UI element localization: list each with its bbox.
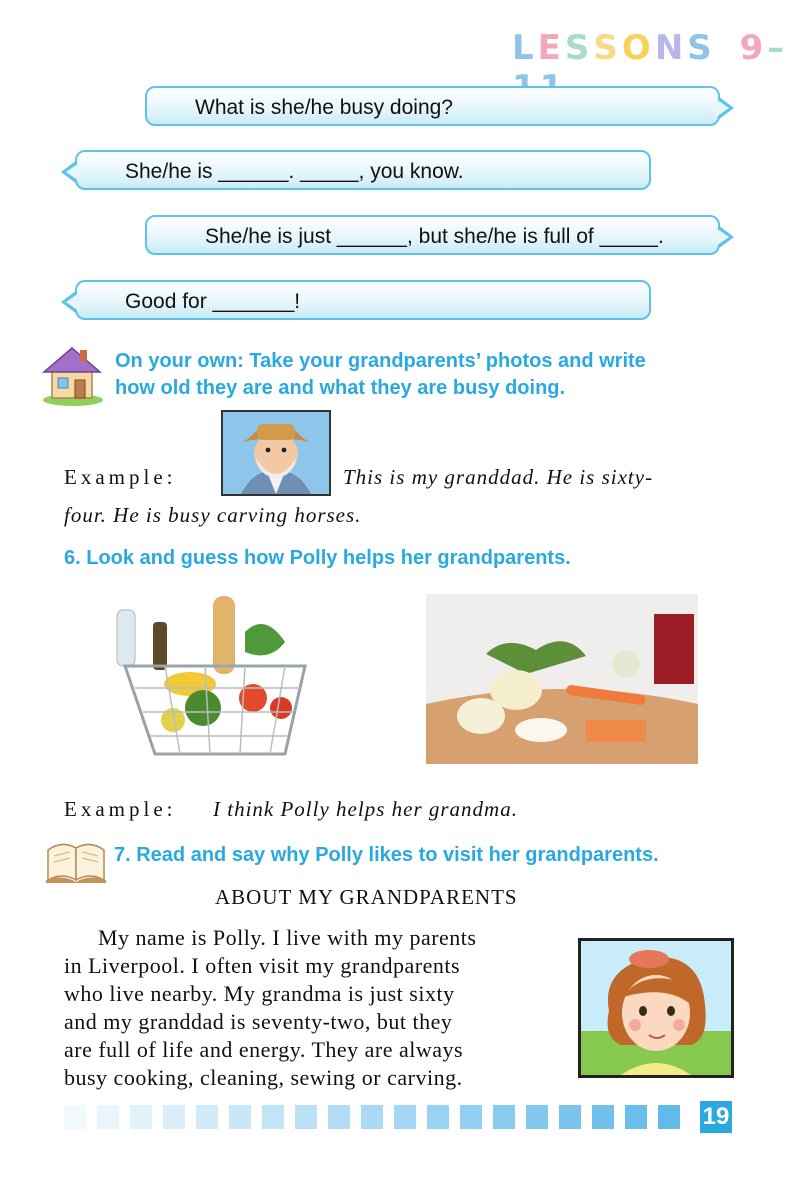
task-7-title: 7. Read and say why Polly likes to visit her grandparents. <box>114 844 659 866</box>
polly-photo <box>578 938 734 1078</box>
bubble-tail <box>718 225 734 249</box>
header-letter: O <box>621 28 655 68</box>
header-letter: E <box>537 28 565 68</box>
footer-square <box>658 1105 680 1129</box>
footer-square <box>97 1105 119 1129</box>
story-line: in Liverpool. I often visit my grandparents <box>64 953 461 978</box>
footer-square <box>262 1105 284 1129</box>
footer-square <box>64 1105 86 1129</box>
footer-square <box>130 1105 152 1129</box>
footer-square <box>559 1105 581 1129</box>
header-letter: S <box>564 28 594 68</box>
bubble-text: She/he is just ______, but she/he is full of _____. <box>205 225 664 248</box>
story-line: My name is Polly. I live with my parents <box>98 925 477 950</box>
bubble-tail <box>61 290 77 314</box>
story-text <box>64 924 476 1092</box>
footer-square <box>196 1105 218 1129</box>
footer-square <box>229 1105 251 1129</box>
granddad-illustration <box>223 412 329 494</box>
footer-square <box>394 1105 416 1129</box>
story-line: and my granddad is seventy-two, but they <box>64 1009 453 1034</box>
story-heading: ABOUT MY GRANDPARENTS <box>215 885 518 909</box>
header-letter: S <box>593 28 622 68</box>
speech-bubble-1 <box>145 86 720 126</box>
header-letter: – <box>767 28 789 68</box>
task-line: On your own: Take your grandparents’ photos and write <box>115 350 646 372</box>
story-line: busy cooking, cleaning, sewing or carving. <box>64 1065 463 1090</box>
house-icon <box>38 340 108 408</box>
footer-square <box>295 1105 317 1129</box>
footer-square <box>361 1105 383 1129</box>
shopping-basket-photo <box>95 592 392 764</box>
open-book-icon <box>44 836 108 884</box>
cutting-board-illustration <box>426 594 698 764</box>
granddad-photo <box>221 410 331 496</box>
speech-bubble-3 <box>145 215 720 255</box>
on-your-own-task <box>115 348 775 402</box>
footer-square <box>493 1105 515 1129</box>
header-letter: N <box>654 28 688 68</box>
speech-bubble-2 <box>75 150 651 190</box>
example-text-line: I think Polly helps her grandma. <box>213 797 518 821</box>
header-letter: 9 <box>739 28 768 68</box>
footer-square <box>328 1105 350 1129</box>
footer-square <box>163 1105 185 1129</box>
example-text-line: This is my granddad. He is sixty- <box>343 465 654 489</box>
footer-square <box>427 1105 449 1129</box>
footer-square <box>460 1105 482 1129</box>
bubble-text: What is she/he busy doing? <box>195 96 453 119</box>
bubble-tail <box>61 160 77 184</box>
footer-square <box>625 1105 647 1129</box>
task-6-title: 6. Look and guess how Polly helps her grandparents. <box>64 547 571 569</box>
polly-illustration <box>581 941 731 1075</box>
task-line: how old they are and what they are busy doing. <box>115 377 566 399</box>
footer-square <box>592 1105 614 1129</box>
footer-square <box>526 1105 548 1129</box>
speech-bubble-4 <box>75 280 651 320</box>
story-line: who live nearby. My grandma is just sixty <box>64 981 455 1006</box>
story-line: are full of life and energy. They are always <box>64 1037 464 1062</box>
shopping-basket-illustration <box>95 592 392 764</box>
header-letter: S <box>687 28 716 68</box>
header-letter: L <box>512 28 538 68</box>
bubble-tail <box>718 96 734 120</box>
example-label: Example: <box>64 465 177 489</box>
page-number: 19 <box>700 1101 732 1133</box>
example-label: Example: <box>64 797 177 821</box>
cutting-board-photo <box>426 594 698 764</box>
bubble-text: Good for _______! <box>125 290 301 313</box>
example-text-line: four. He is busy carving horses. <box>64 503 362 527</box>
bubble-text: She/he is ______. _____, you know. <box>125 160 464 183</box>
